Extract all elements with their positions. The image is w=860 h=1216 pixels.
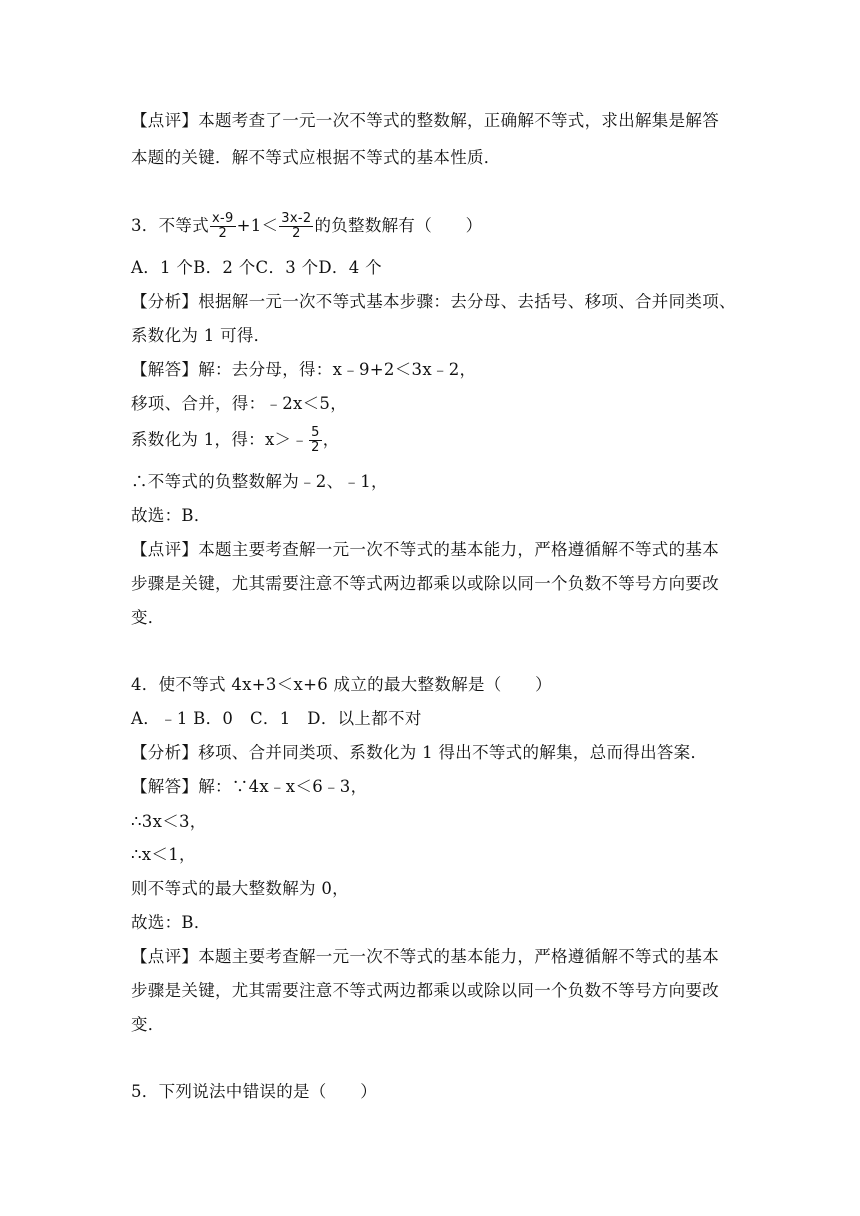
q4-comment-line-3: 变． xyxy=(131,1015,165,1034)
q5-stem: 5．下列说法中错误的是（ ） xyxy=(131,1082,377,1101)
q3-fraction-1 xyxy=(210,212,236,241)
q3-solution-line-3 xyxy=(131,426,340,455)
q3-analysis-line-2: 系数化为 1 可得． xyxy=(131,326,271,345)
q4-solution-line-5: 故选：B． xyxy=(131,913,211,932)
q3-fraction-2-denominator: 2 xyxy=(292,226,301,241)
q4-options: A．﹣1 B．0 C．1 D．以上都不对 xyxy=(131,709,422,728)
q3-fraction-2 xyxy=(279,212,313,241)
q3-comment-line-2: 步骤是关键，尤其需要注意不等式两边都乘以或除以同一个负数不等号方向要改 xyxy=(131,574,719,593)
q3-solution-fraction xyxy=(309,426,322,455)
q2-comment-line-1: 【点评】本题考查了一元一次不等式的整数解，正确解不等式，求出解集是解答 xyxy=(131,111,719,130)
q3-stem-mid: +1＜ xyxy=(236,216,279,235)
q3-solution-fraction-denominator: 2 xyxy=(311,440,320,455)
q3-solution-line-4: ∴不等式的负整数解为﹣2、﹣1， xyxy=(131,472,388,491)
q3-comment-line-1: 【点评】本题主要考查解一元一次不等式的基本能力，严格遵循解不等式的基本 xyxy=(131,540,719,559)
q3-solution-line-3-pre: 系数化为 1，得：x＞﹣ xyxy=(131,430,309,449)
q4-solution-line-1: 【解答】解：∵4x﹣x＜6﹣3， xyxy=(131,777,368,796)
q3-stem xyxy=(131,212,482,241)
q4-solution-line-4: 则不等式的最大整数解为 0， xyxy=(131,879,349,898)
q3-solution-line-3-post: ， xyxy=(322,430,340,449)
q2-comment-line-2: 本题的关键．解不等式应根据不等式的基本性质． xyxy=(131,148,501,167)
q3-stem-pre: 3．不等式 xyxy=(131,216,209,235)
q3-options: A．1 个B．2 个C．3 个D．4 个 xyxy=(131,258,382,277)
q3-fraction-1-denominator: 2 xyxy=(218,226,228,241)
q3-fraction-1-numerator: x-9 xyxy=(212,211,234,226)
q4-stem: 4．使不等式 4x+3＜x+6 成立的最大整数解是（ ） xyxy=(131,675,552,694)
q3-solution-line-2: 移项、合并，得：﹣2x＜5， xyxy=(131,394,348,413)
q4-comment-line-1: 【点评】本题主要考查解一元一次不等式的基本能力，严格遵循解不等式的基本 xyxy=(131,947,719,966)
q3-solution-line-5: 故选：B． xyxy=(131,506,211,525)
q3-solution-fraction-numerator: 5 xyxy=(311,425,320,440)
q3-fraction-2-numerator: 3x-2 xyxy=(281,211,312,226)
q4-solution-line-3: ∴x＜1， xyxy=(131,845,196,864)
q4-analysis: 【分析】移项、合并同类项、系数化为 1 得出不等式的解集，总而得出答案． xyxy=(131,743,708,762)
q3-solution-line-1: 【解答】解：去分母，得：x﹣9+2＜3x﹣2， xyxy=(131,360,477,379)
q3-stem-post: 的负整数解有（ ） xyxy=(314,216,483,235)
q4-solution-line-2: ∴3x＜3， xyxy=(131,812,207,831)
q3-analysis-line-1: 【分析】根据解一元一次不等式基本步骤：去分母、去括号、移项、合并同类项、 xyxy=(131,292,736,311)
q3-comment-line-3: 变． xyxy=(131,608,165,627)
q4-comment-line-2: 步骤是关键，尤其需要注意不等式两边都乘以或除以同一个负数不等号方向要改 xyxy=(131,981,719,1000)
